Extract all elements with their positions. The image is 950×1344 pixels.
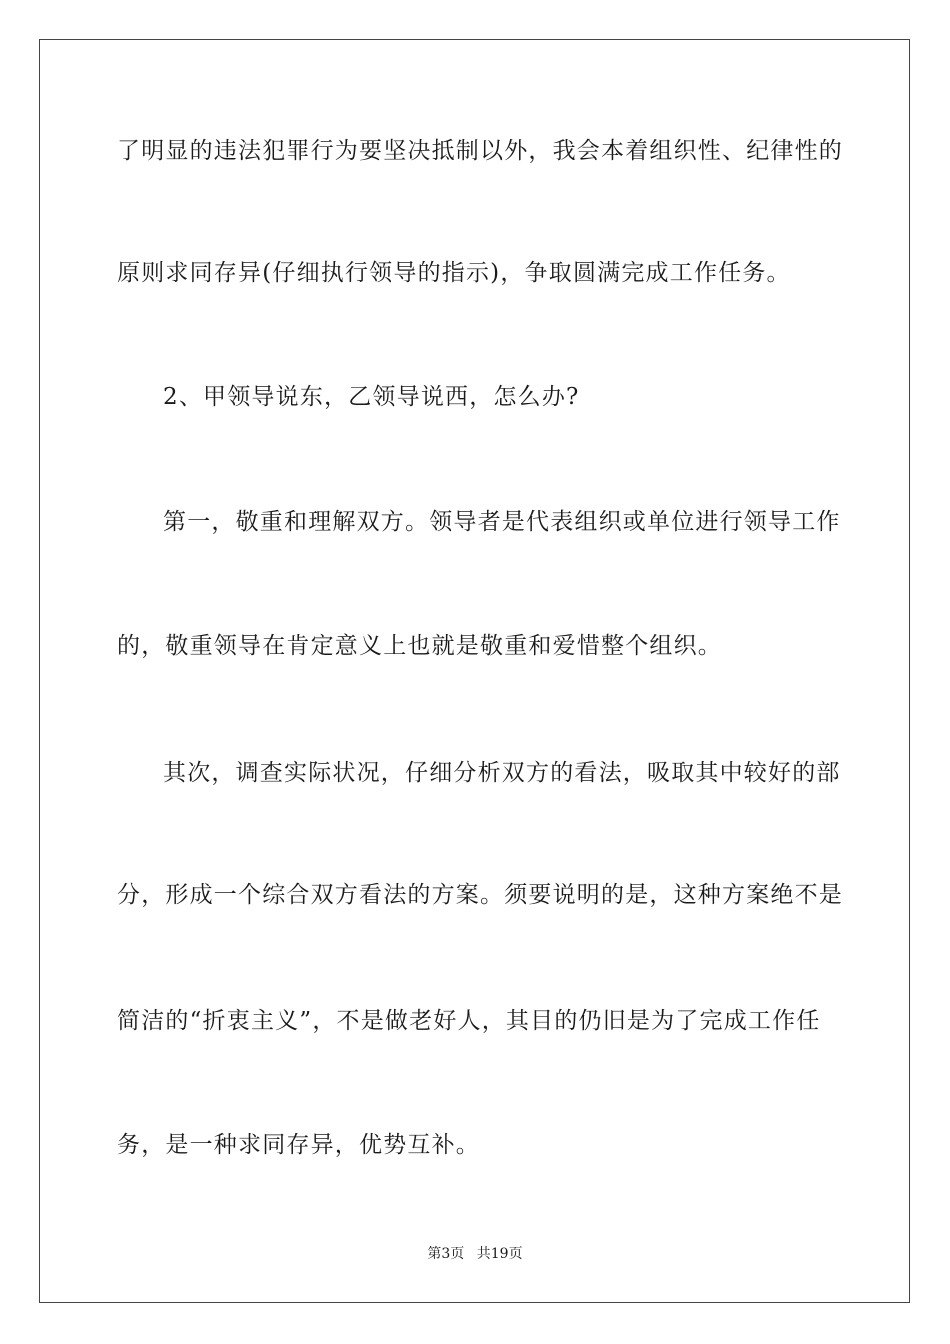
text-line: 原则求同存异(仔细执行领导的指示)，争取圆满完成工作任务。 bbox=[117, 260, 791, 286]
text-line: 简洁的“折衷主义”，不是做老好人，其目的仍旧是为了完成工作任 bbox=[117, 1008, 821, 1034]
text-line: 的，敬重领导在肯定意义上也就是敬重和爱惜整个组织。 bbox=[117, 633, 722, 659]
page-footer bbox=[0, 1244, 950, 1264]
text-line: 分，形成一个综合双方看法的方案。须要说明的是，这种方案绝不是 bbox=[117, 882, 843, 908]
text-line: 第一，敬重和理解双方。领导者是代表组织或单位进行领导工作 bbox=[163, 509, 841, 535]
text-line: 其次，调查实际状况，仔细分析双方的看法，吸取其中较好的部 bbox=[163, 760, 841, 786]
page-border bbox=[39, 39, 910, 1303]
text-line: 了明显的违法犯罪行为要坚决抵制以外，我会本着组织性、纪律性的 bbox=[117, 138, 843, 164]
page-number: 第3页 bbox=[427, 1246, 465, 1262]
text-line: 务，是一种求同存异，优势互补。 bbox=[117, 1132, 480, 1158]
page-total: 共19页 bbox=[476, 1246, 523, 1262]
question-heading: 2、甲领导说东，乙领导说西，怎么办? bbox=[163, 384, 580, 410]
